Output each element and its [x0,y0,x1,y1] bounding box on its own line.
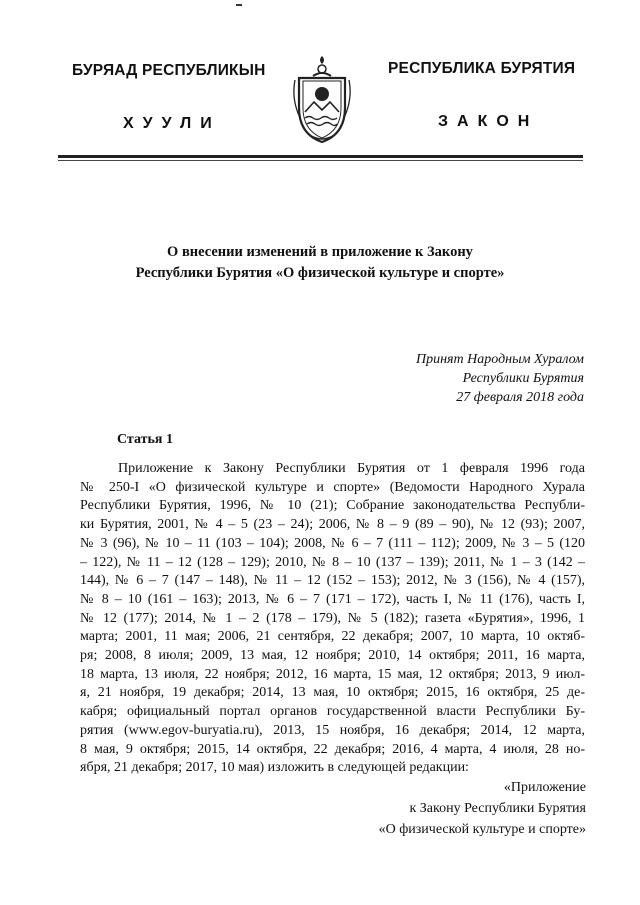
body-line: ки Бурятия, 2001, № 4 – 5 (23 – 24); 2006, № 8 – 9 (89 – 90), № 12 (93); 2007, [80,517,585,533]
article-body [80,460,585,778]
body-line: марта; 2001, 11 мая; 2006, 21 сентября, 22 декабря; 2007, 10 марта, 10 октяб- [80,629,585,645]
law-title-line: О внесении изменений в приложение к Закону [167,244,473,260]
adoption-line: Принят Народным Хуралом [415,352,584,367]
body-line: я, 21 ноября, 19 декабря; 2014, 13 мая, 10 октября; 2015, 16 октября, 25 де- [80,685,585,701]
article-heading: Статья 1 [117,432,173,447]
body-line: Приложение к Закону Республики Бурятия от 1 февраля 1996 года [118,461,585,476]
body-line: № 12 (177); 2014, № 1 – 2 (178 – 179), № 5 (182); газета «Бурятия», 1996, 1 [80,610,585,626]
appendix-line: «Приложение [503,780,586,795]
coat-of-arms-icon [287,50,357,146]
scan-mark [236,4,242,6]
adoption-date: 27 февраля 2018 года [456,390,584,405]
adoption-line: Республики Бурятия [462,371,584,386]
body-line: – 122), № 11 – 12 (128 – 129); 2010, № 8 – 10 (137 – 139); 2011, № 1 – 3 (142 – [80,554,585,570]
adoption-note [416,350,584,407]
body-line: рятия (www.egov-buryatia.ru), 2013, 15 ноября, 16 декабря; 2014, 12 марта, [80,722,585,738]
body-line: кабря; официальный портал органов государственной власти Республики Бу- [80,704,585,720]
header-right-kind: ЗАКОН [438,113,539,130]
law-title-line: Республики Бурятия «О физической культуре и спорте» [135,265,505,281]
body-line: Республики Бурятия, 1996, № 10 (21); Собрание законодательства Республи- [80,498,585,514]
header-right-title: РЕСПУБЛИКА БУРЯТИЯ [388,60,576,77]
header-left-title: БУРЯАД РЕСПУБЛИКЫН [72,62,266,79]
header-rule-thin [58,160,583,161]
body-line: № 8 – 10 (161 – 163); 2013, № 6 – 7 (171 – 172), часть I, № 11 (176), часть I, [80,591,585,607]
body-line: 144), № 6 – 7 (147 – 148), № 11 – 12 (152 – 153); 2012, № 3 (156), № 4 (157), [80,573,585,589]
body-line: 8 мая, 9 октября; 2015, 14 октября, 22 декабря; 2016, 4 марта, 4 июля, 28 но- [80,741,585,757]
body-line: № 250-I «О физической культуре и спорте» (Ведомости Народного Хурала [80,479,585,495]
law-title [80,242,560,284]
body-line: ря; 2008, 8 июля; 2009, 13 мая, 12 ноября; 2010, 14 октября; 2011, 16 марта, [80,648,585,664]
header-rule-thick [58,155,583,158]
body-line: № 3 (96), № 10 – 11 (103 – 104); 2008, № 6 – 7 (111 – 112); 2009, № 3 – 5 (120 [80,535,585,551]
appendix-line: «О физической культуре и спорте» [378,822,586,837]
body-line: 18 марта, 13 июля, 22 ноября; 2012, 16 марта, 15 мая, 12 октября; 2013, 9 июл- [80,666,585,682]
appendix-line: к Закону Республики Бурятия [409,801,586,816]
header-left-kind: ХУУЛИ [123,115,221,132]
appendix-heading [379,777,586,840]
body-line: ября, 21 декабря; 2017, 10 мая) изложить в следующей редакции: [80,760,469,776]
